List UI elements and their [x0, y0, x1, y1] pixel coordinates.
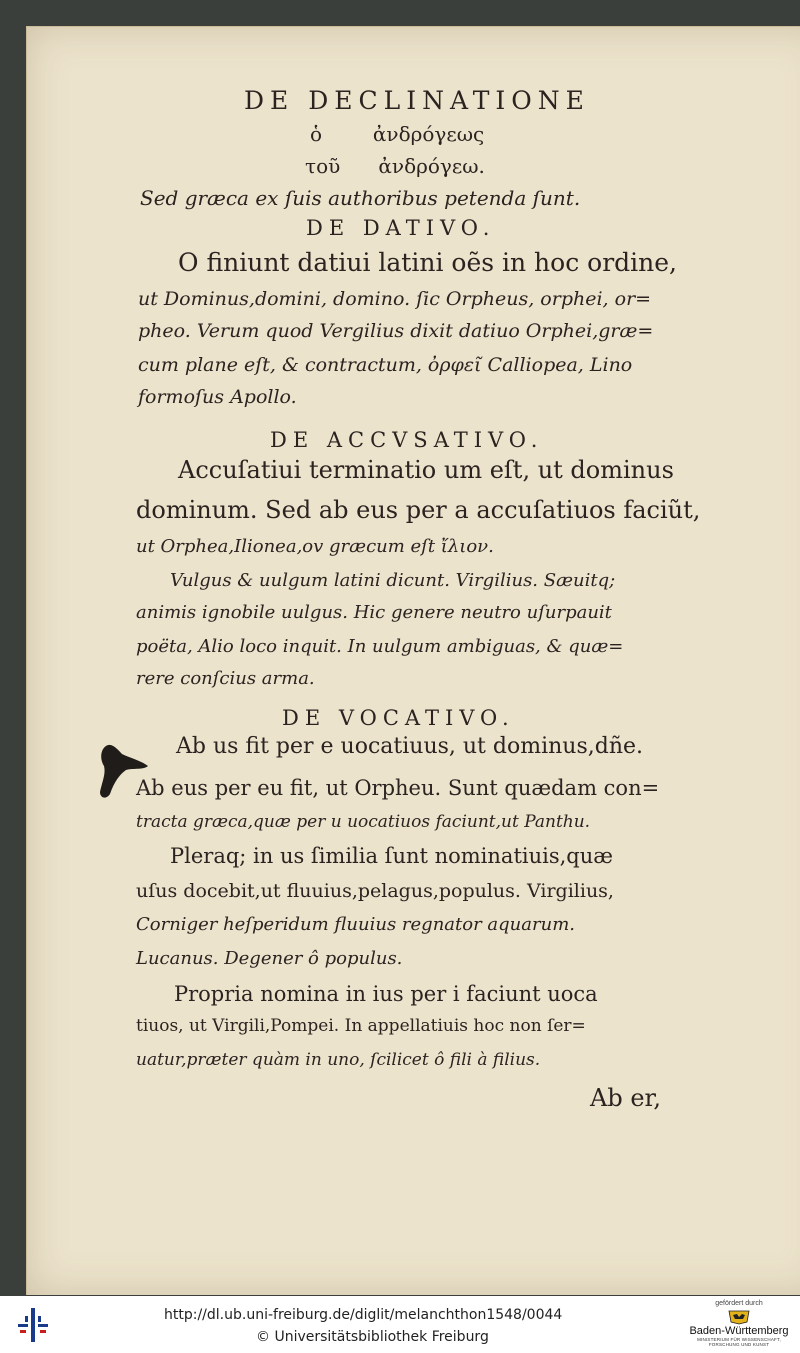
crest-icon: [726, 1309, 752, 1325]
vocativo-line-5: uſus docebit,ut fluuius,pelagus,populus. Virgilius,: [136, 880, 614, 902]
sponsor-ministry-text: MINISTERIUM FÜR WISSENSCHAFT, FORSCHUNG UND KUNST: [697, 1337, 781, 1347]
section-title-dativo: DE DATIVO.: [306, 216, 496, 240]
accusativo-line-5: animis ignobile uulgus. Hic genere neutro uſurpauit: [136, 602, 612, 623]
vocativo-line-6: Corniger heſperidum fluuius regnator aquarum.: [136, 914, 575, 935]
catchword: Ab er,: [590, 1084, 661, 1112]
dativo-line-4: cum plane eſt, & contractum, ὀρφεῖ Calliopea, Lino: [138, 354, 633, 376]
accusativo-line-3: ut Orphea,Ilionea,ov græcum eſt ἴλιον.: [136, 536, 494, 557]
footer-bar: [0, 1296, 800, 1353]
sponsor-main-text: Baden-Württemberg: [689, 1325, 789, 1337]
dativo-line-3: pheo. Verum quod Vergilius dixit datiuo Orphei,græ=: [138, 320, 654, 342]
accusativo-line-4: Vulgus & uulgum latini dicunt. Virgilius. Sæuitq;: [170, 570, 616, 591]
accusativo-line-6: poëta, Alio loco inquit. In uulgum ambiguas, & quæ=: [136, 636, 624, 657]
copyright-text: © Universitätsbibliothek Freiburg: [256, 1329, 489, 1345]
university-logo-icon: [14, 1306, 52, 1344]
vocativo-line-10: uatur,præter quàm in uno, ſcilicet ô fili à filius.: [136, 1050, 541, 1070]
sponsor-logo: [684, 1300, 794, 1350]
source-url-link[interactable]: http://dl.ub.uni-freiburg.de/diglit/melanchthon1548/0044: [164, 1307, 563, 1323]
greek-line-1: ὁ ἀνδρόγεως: [310, 122, 485, 146]
vocativo-line-8: Propria nomina in ius per i faciunt uoca: [174, 982, 598, 1006]
section-title-vocativo: DE VOCATIVO.: [282, 706, 515, 730]
greek-line-2: τοῦ ἀνδρόγεω.: [305, 154, 485, 178]
dativo-line-1: O finiunt datiui latini oẽs in hoc ordine,: [178, 248, 677, 277]
vocativo-line-2: Ab eus per eu fit, ut Orpheu. Sunt quædam con=: [136, 776, 660, 800]
intro-line: Sed græca ex ſuis authoribus petenda ſunt.: [140, 186, 581, 210]
vocativo-line-9: tiuos, ut Virgili,Pompei. In appellatiuis hoc non ſer=: [136, 1016, 586, 1036]
vocativo-line-7: Lucanus. Degener ô populus.: [136, 948, 403, 969]
dativo-line-2: ut Dominus,domini, domino. ſic Orpheus, orphei, or=: [138, 288, 652, 310]
accusativo-line-2: dominum. Sed ab eus per a accuſatiuos faciũt,: [136, 496, 701, 524]
section-title-accusativo: DE ACCVSATIVO.: [270, 428, 544, 452]
vocativo-line-1: Ab us fit per e uocatiuus, ut dominus,dñe.: [176, 734, 644, 759]
page-heading: DE DECLINATIONE: [244, 86, 590, 115]
dativo-line-5: formoſus Apollo.: [138, 386, 297, 408]
accusativo-line-1: Accuſatiui terminatio um eſt, ut dominus: [178, 456, 674, 484]
ink-blot-icon: [92, 740, 152, 802]
accusativo-line-7: rere conſcius arma.: [136, 668, 315, 689]
vocativo-line-4: Pleraq; in us ſimilia ſunt nominatiuis,quæ: [170, 844, 613, 868]
sponsor-small-text: gefördert durch: [715, 1300, 763, 1307]
vocativo-line-3: tracta græca,quæ per u uocatiuos faciunt,ut Panthu.: [136, 812, 591, 832]
